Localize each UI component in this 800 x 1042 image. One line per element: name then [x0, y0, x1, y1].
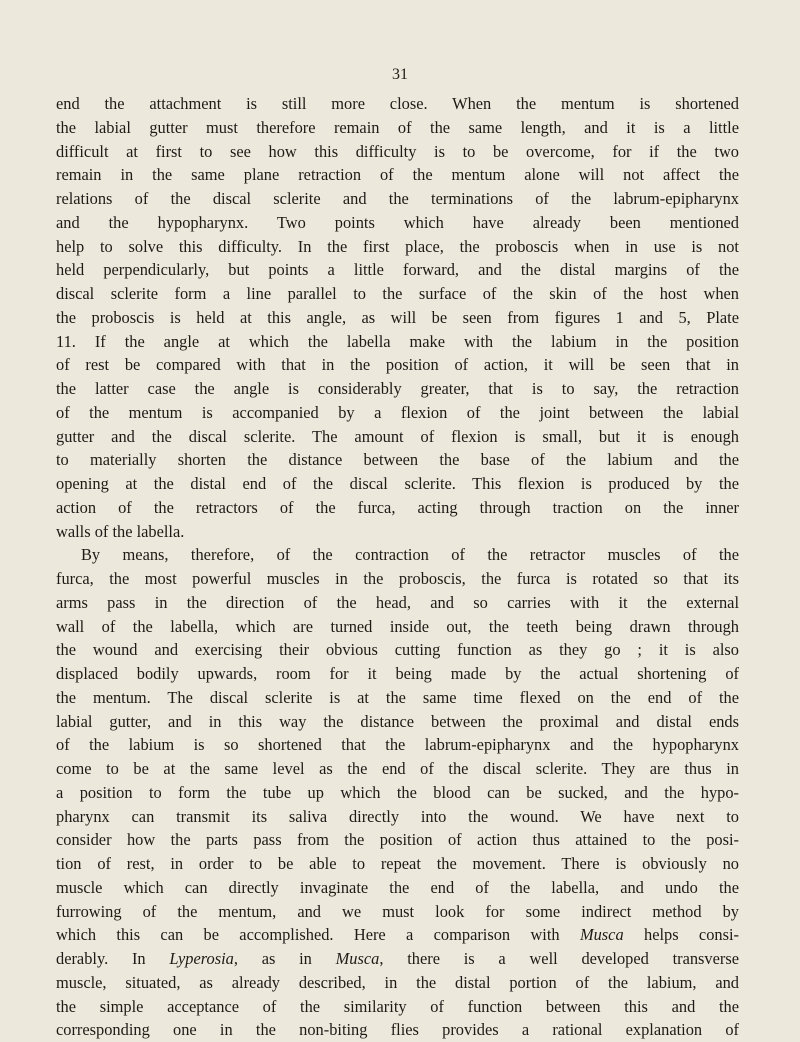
text-line: 11. If the angle at which the labella make with the labium in the position: [56, 331, 739, 351]
text-line: which this can be accomplished. Here a comparison with Musca helps consi-: [56, 925, 739, 945]
text-line: of the mentum is accompanied by a flexion of the joint between the labial: [56, 402, 739, 422]
text-line: help to solve this difficulty. In the first place, the proboscis when in use is not: [56, 236, 739, 256]
text-line: displaced bodily upwards, room for it being made by the actual shortening of: [56, 664, 739, 683]
text-line: the mentum. The discal sclerite is at the same time flexed on the end of the: [56, 687, 739, 707]
text-line: muscle, situated, as already described, in the distal portion of the labium, and: [56, 972, 739, 992]
text-line: By means, therefore, of the contraction of the retractor muscles of the: [81, 545, 739, 565]
text-line: and the hypopharynx. Two points which have already been mentioned: [56, 212, 739, 232]
text-line: corresponding one in the non-biting flies provides a rational explanation of: [56, 1020, 739, 1040]
text-line: the wound and exercising their obvious cutting function as they go ; it is also: [56, 640, 739, 660]
text-line: action of the retractors of the furca, acting through traction on the inner: [56, 497, 739, 517]
text-line: held perpendicularly, but points a little forward, and the distal margins of the: [56, 260, 739, 280]
text-line: discal sclerite form a line parallel to the surface of the skin of the host when: [56, 284, 739, 303]
text-line: to materially shorten the distance between the base of the labium and the: [56, 450, 739, 470]
text-line: end the attachment is still more close. When the mentum is shortened: [56, 94, 739, 113]
text-line: muscle which can directly invaginate the end of the labella, and undo the: [56, 877, 739, 897]
text-line: derably. In Lyperosia, as in Musca, there is a well developed transverse: [56, 949, 740, 968]
text-line: the latter case the angle is considerably greater, that is to say, the retraction: [56, 379, 739, 398]
text-line: wall of the labella, which are turned inside out, the teeth being drawn through: [56, 616, 739, 636]
text-line: of rest be compared with that in the position of action, it will be seen that in: [56, 355, 739, 375]
text-line: the simple acceptance of the similarity of function between this and the: [56, 996, 739, 1016]
text-line: gutter and the discal sclerite. The amount of flexion is small, but it is enough: [56, 426, 739, 446]
text-line: arms pass in the direction of the head, and so carries with it the external: [56, 592, 739, 612]
page-number: 31: [392, 66, 408, 83]
text-line: furrowing of the mentum, and we must look for some indirect method by: [56, 901, 739, 921]
text-line: the labial gutter must therefore remain of the same length, and it is a little: [56, 117, 739, 137]
text-line: labial gutter, and in this way the distance between the proximal and distal ends: [56, 711, 739, 731]
text-line: consider how the parts pass from the position of action thus attained to the posi-: [56, 830, 739, 850]
text-line: of the labium is so shortened that the labrum-epipharynx and the hypopharynx: [56, 735, 739, 755]
text-line: tion of rest, in order to be able to repeat the movement. There is obviously no: [56, 854, 739, 873]
text-line: remain in the same plane retraction of the mentum alone will not affect the: [56, 165, 739, 185]
text-line: relations of the discal sclerite and the terminations of the labrum-epipharynx: [56, 189, 739, 208]
body-text: [56, 92, 739, 1042]
paragraph-1: [56, 92, 739, 543]
text-line: opening at the distal end of the discal sclerite. This flexion is produced by the: [56, 474, 739, 493]
text-line: a position to form the tube up which the blood can be sucked, and the hypo-: [56, 782, 739, 802]
text-line: difficult at first to see how this difficulty is to be overcome, for if the two: [56, 141, 739, 161]
text-line: furca, the most powerful muscles in the proboscis, the furca is rotated so that its: [56, 569, 739, 588]
text-line: come to be at the same level as the end of the discal sclerite. They are thus in: [56, 759, 739, 778]
text-line: pharynx can transmit its saliva directly into the wound. We have next to: [56, 806, 739, 826]
paragraph-2: [56, 543, 739, 1042]
text-line: the proboscis is held at this angle, as will be seen from figures 1 and 5, Plate: [56, 307, 739, 327]
text-line: walls of the labella.: [56, 521, 185, 541]
